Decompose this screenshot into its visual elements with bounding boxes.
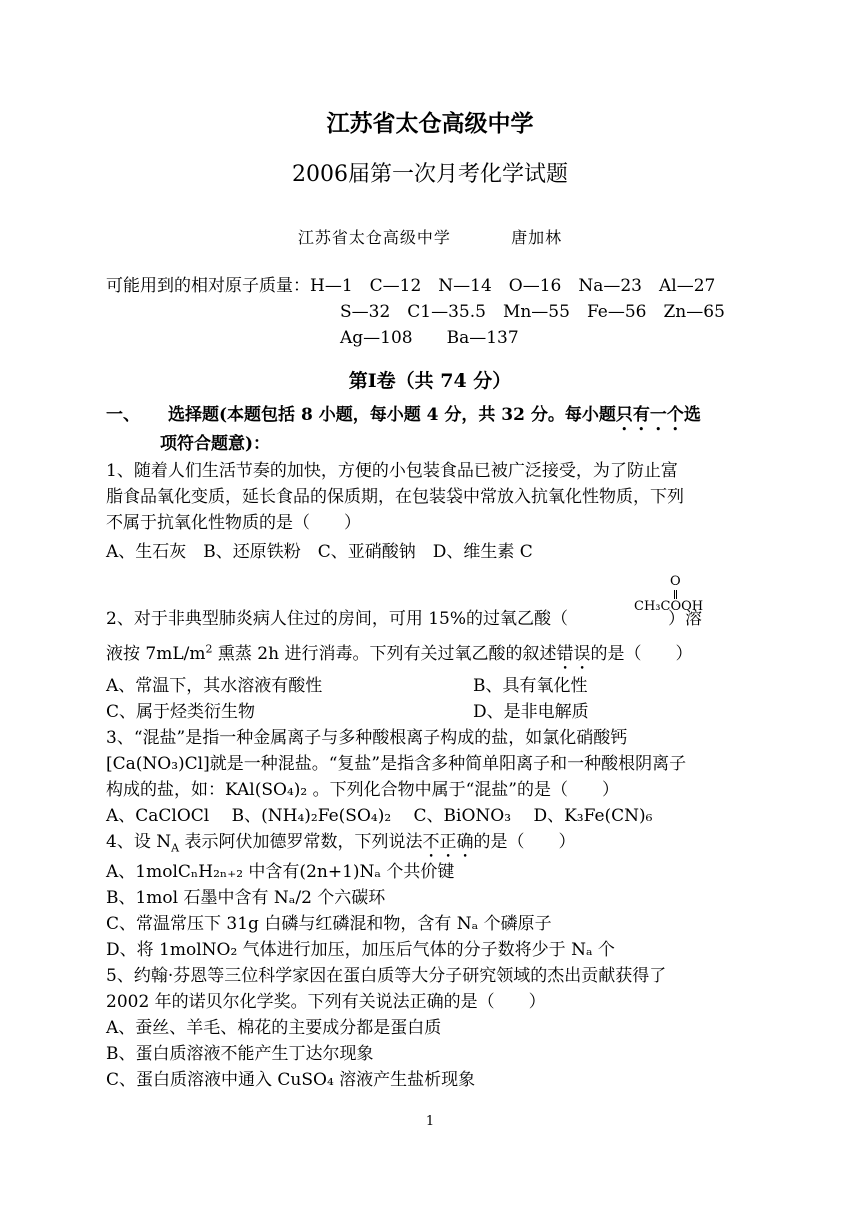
peracetic-acid-structure bbox=[632, 574, 732, 624]
atomic-mass-line2: S—32 C1—35.5 Mn—55 Fe—56 Zn—65 bbox=[340, 302, 725, 322]
part-desc-emphasis: 只有一个 bbox=[615, 405, 684, 425]
atomic-mass-values1: H—1 C—12 N—14 O—16 Na—23 Al—27 bbox=[310, 276, 716, 296]
author-school: 江苏省太仓高级中学 bbox=[297, 228, 451, 247]
author-line bbox=[0, 225, 860, 248]
q1-line3: 不属于抗氧化性物质的是（ ） bbox=[106, 513, 361, 533]
q2-line2-c: 的是（ ） bbox=[590, 644, 693, 664]
q1-options: A、生石灰 B、还原铁粉 C、亚硝酸钠 D、维生素 C bbox=[106, 542, 533, 562]
q5-option-b: B、蛋白质溶液不能产生丁达尔现象 bbox=[106, 1044, 374, 1064]
atomic-mass-line1 bbox=[106, 274, 715, 298]
section-title: 第Ⅰ卷（共 74 分） bbox=[348, 370, 512, 392]
part-desc-cont: 项符合题意)： bbox=[160, 434, 271, 454]
q4-line1-sub: A bbox=[171, 841, 180, 855]
q4-line1-b: 表示阿伏加德罗常数，下列说法 bbox=[179, 832, 423, 852]
q3-line2: [Ca(NO₃)Cl]就是一种混盐。“复盐”是指含多种简单阳离子和一种酸根阴离子 bbox=[106, 754, 687, 774]
q4-line1-c: 的是（ ） bbox=[473, 832, 576, 852]
q4-option-a: A、1molCₙH₂ₙ₊₂ 中含有(2n+1)Nₐ 个共价键 bbox=[106, 862, 455, 882]
q4-line1-emphasis: 不正确 bbox=[422, 832, 474, 852]
structure-formula: CH₃COOH bbox=[634, 599, 704, 614]
q2-line2 bbox=[106, 642, 692, 674]
q3-line1: 3、“混盐”是指一种金属离子与多种酸根离子构成的盐，如氯化硝酸钙 bbox=[106, 728, 628, 748]
q2-option-d: D、是非电解质 bbox=[473, 702, 589, 722]
q4-option-b: B、1mol 石墨中含有 Nₐ/2 个六碳环 bbox=[106, 888, 386, 908]
q4-line1-a: 4、设 N bbox=[106, 832, 172, 852]
school-title: 江苏省太仓高级中学 bbox=[326, 110, 534, 137]
q5-option-c: C、蛋白质溶液中通入 CuSO₄ 溶液产生盐析现象 bbox=[106, 1070, 476, 1090]
part-desc-b: 选 bbox=[683, 405, 701, 425]
q3-options: A、CaClOCl B、(NH₄)₂Fe(SO₄)₂ C、BiONO₃ D、K₃Fe(CN)₆ bbox=[106, 806, 653, 826]
part-number: 一、 bbox=[106, 405, 140, 425]
q2-line2-b: 熏蒸 2h 进行消毒。下列有关过氧乙酸的叙述 bbox=[212, 644, 557, 664]
q2-line1-a: 2、对于非典型肺炎病人住过的房间，可用 15%的过氧乙酸（ bbox=[106, 609, 569, 629]
exam-title: 2006届第一次月考化学试题 bbox=[292, 162, 568, 187]
q5-line2: 2002 年的诺贝尔化学奖。下列有关说法正确的是（ ） bbox=[106, 992, 546, 1012]
author-name: 唐加林 bbox=[511, 228, 563, 247]
atomic-mass-label: 可能用到的相对原子质量： bbox=[106, 276, 310, 296]
q1-line2: 脂食品氧化变质，延长食品的保质期，在包装袋中常放入抗氧化性物质，下列 bbox=[106, 487, 684, 507]
q5-option-a: A、蚕丝、羊毛、棉花的主要成分都是蛋白质 bbox=[106, 1018, 442, 1038]
q2-option-b: B、具有氧化性 bbox=[473, 676, 588, 696]
q4-option-d: D、将 1molNO₂ 气体进行加压，加压后气体的分子数将少于 Nₐ 个 bbox=[106, 940, 615, 960]
atomic-mass-line3: Ag—108 Ba—137 bbox=[340, 328, 519, 348]
q2-option-a: A、常温下，其水溶液有酸性 bbox=[106, 676, 323, 696]
part-desc-a: 选择题(本题包括 8 小题，每小题 4 分，共 32 分。每小题 bbox=[168, 405, 616, 425]
q2-line1-b: ）溶 bbox=[668, 609, 703, 629]
q1-line1: 1、随着人们生活节奏的加快，方便的小包装食品已被广泛接受，为了防止富 bbox=[106, 461, 678, 481]
q2-line2-emphasis: 错误 bbox=[556, 644, 591, 664]
q2-option-c: C、属于烃类衍生物 bbox=[106, 702, 256, 722]
q5-line1: 5、约翰·芬恩等三位科学家因在蛋白质等大分子研究领域的杰出贡献获得了 bbox=[106, 966, 667, 986]
page-number: 1 bbox=[425, 1114, 435, 1129]
q2-line1 bbox=[106, 607, 702, 631]
q4-line1 bbox=[106, 830, 575, 862]
structure-oxygen: O bbox=[670, 574, 681, 589]
q4-option-c: C、常温常压下 31g 白磷与红磷混和物，含有 Nₐ 个磷原子 bbox=[106, 914, 552, 934]
part-heading bbox=[106, 403, 701, 435]
structure-double-bond bbox=[674, 590, 677, 599]
q2-line2-sup: 2 bbox=[205, 642, 213, 656]
q3-line3: 构成的盐，如：KAl(SO₄)₂ 。下列化合物中属于“混盐”的是（ ） bbox=[106, 780, 619, 800]
q2-line2-a: 液按 7mL/m bbox=[106, 644, 206, 664]
